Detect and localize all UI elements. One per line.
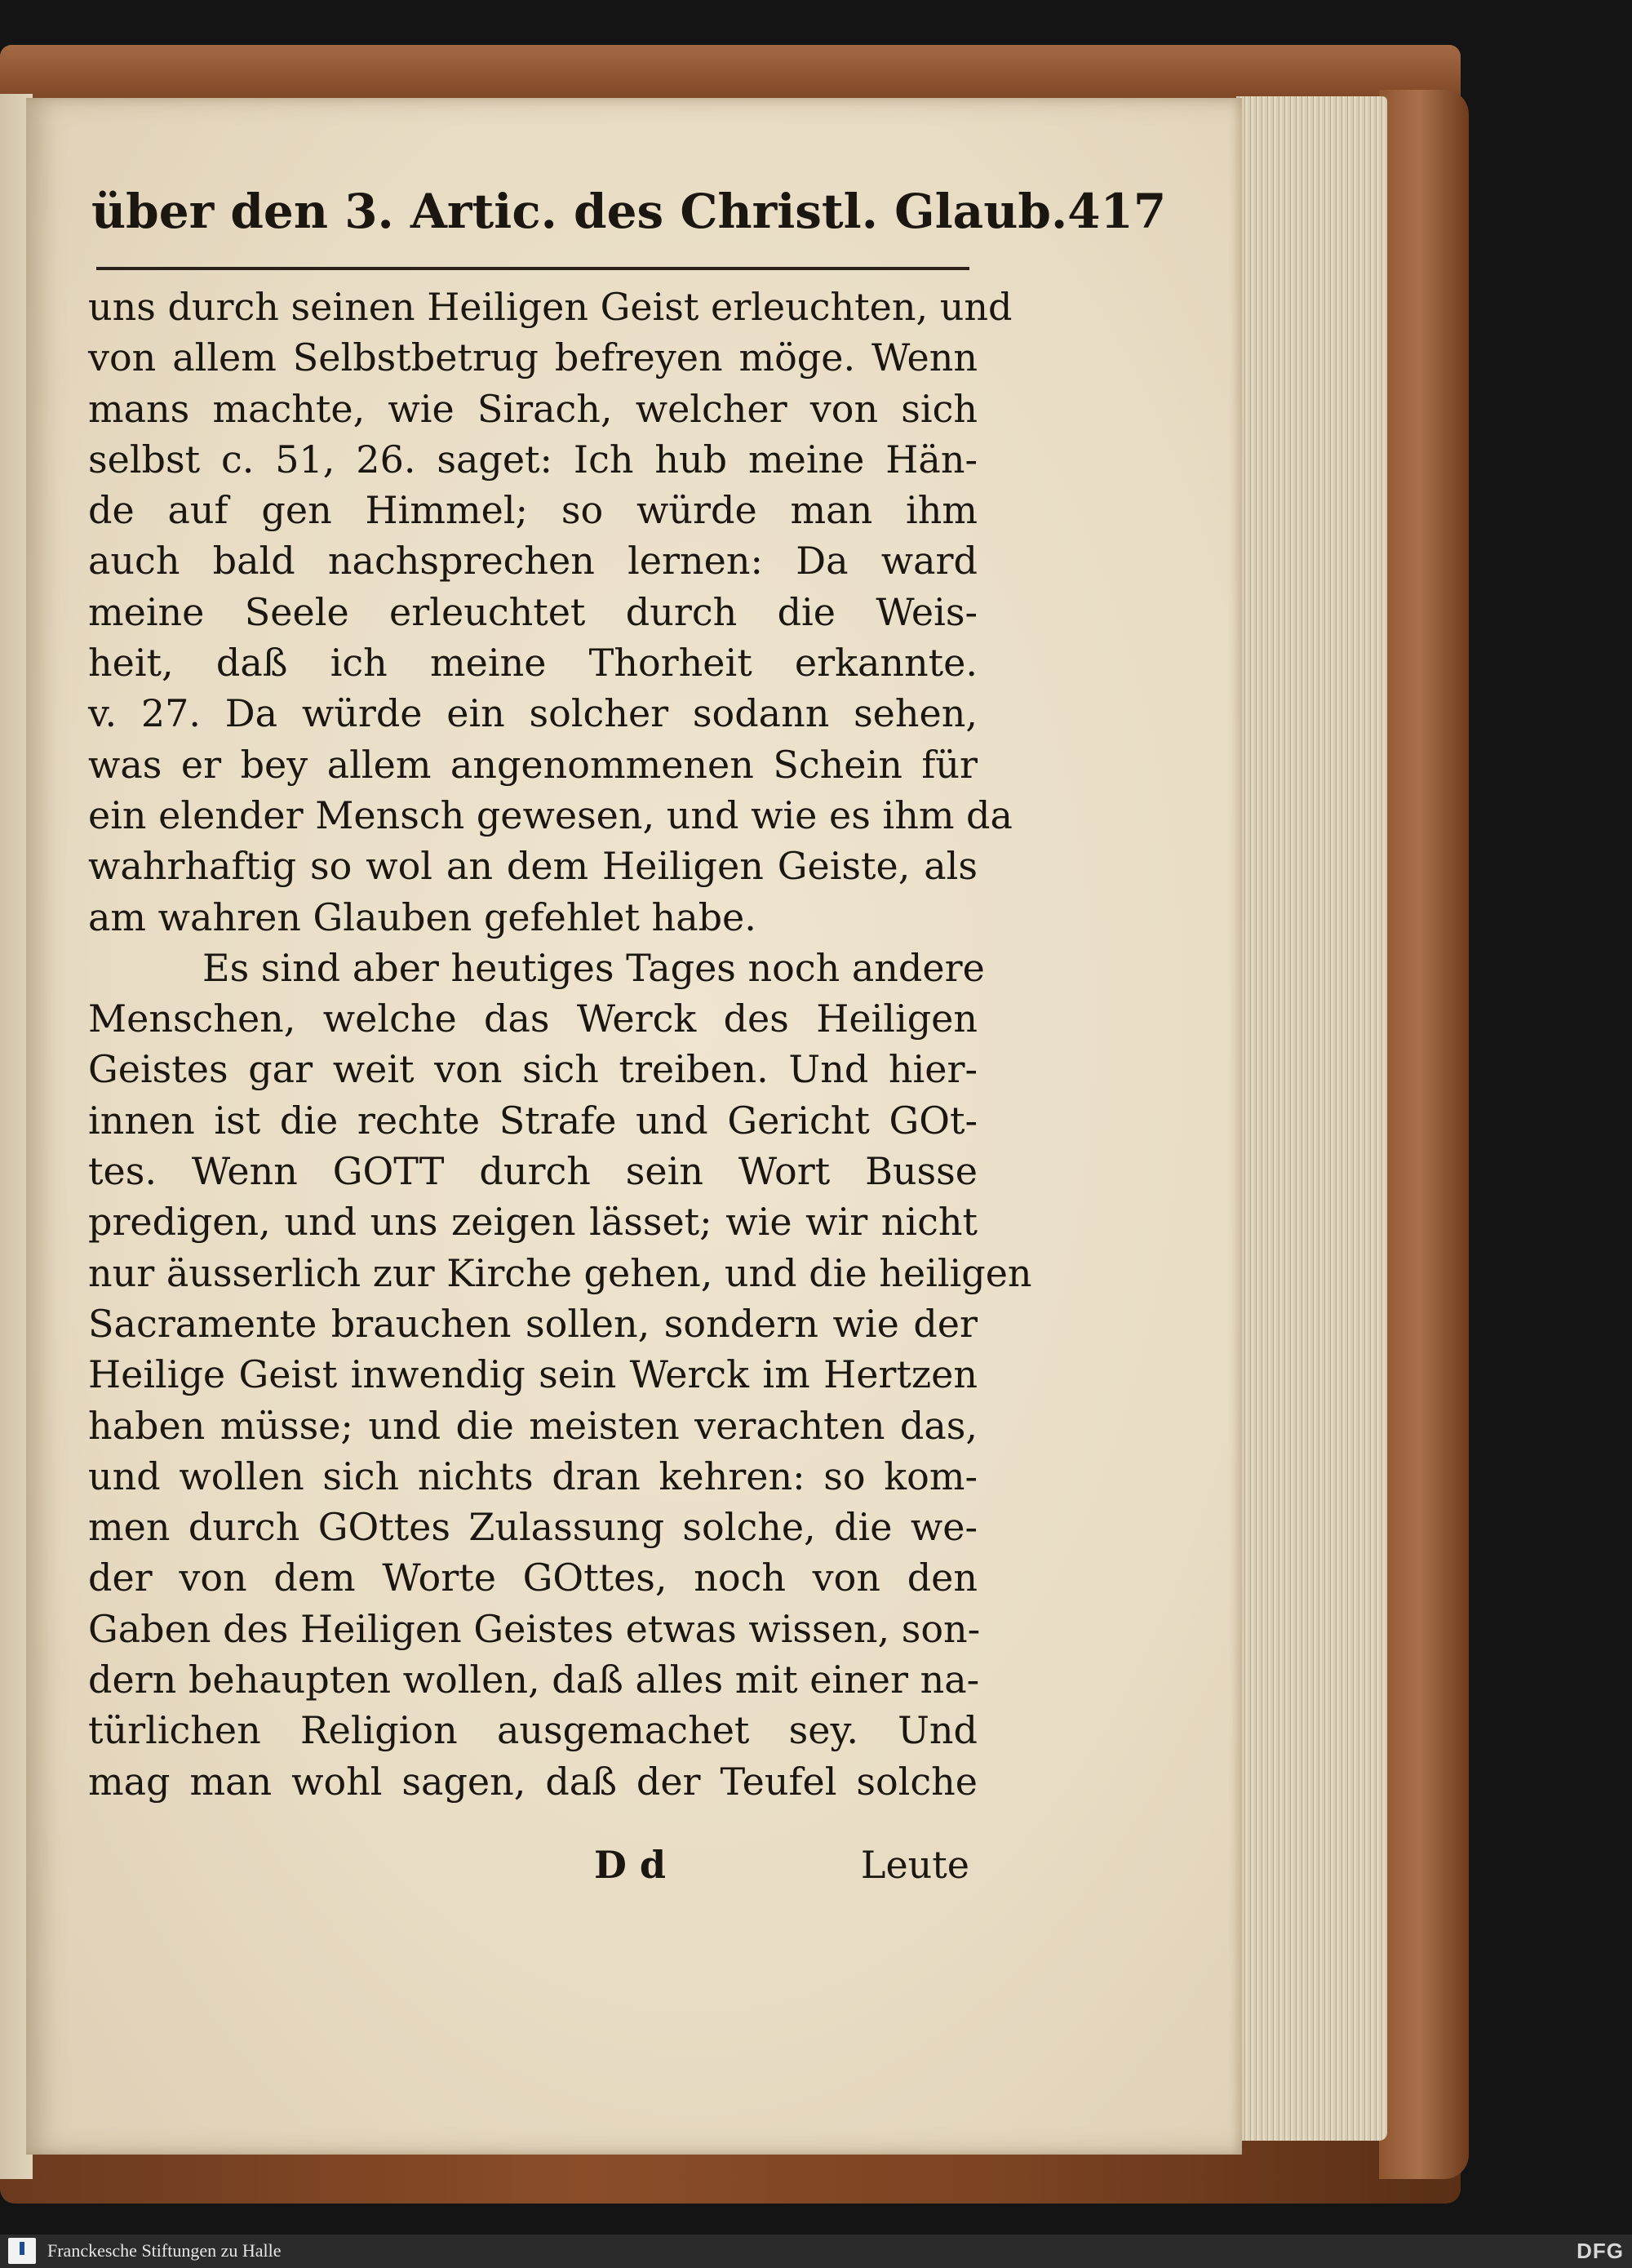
dfg-label: DFG <box>1577 2239 1624 2263</box>
text-line: innen ist die rechte Strafe und Gericht GOt- <box>88 1098 978 1143</box>
text-line: und wollen sich nichts dran kehren: so kom- <box>88 1454 978 1498</box>
page-block-edges <box>1236 96 1387 2141</box>
text-line: selbst c. 51, 26. saget: Ich hub meine Hän- <box>88 437 978 482</box>
signature-mark: D d <box>594 1843 667 1887</box>
running-header <box>91 184 1167 265</box>
text-line: Gaben des Heiligen Geistes etwas wissen, son- <box>88 1606 981 1651</box>
viewer-footer <box>0 2235 1632 2268</box>
text-line: am wahren Glauben gefehlet habe. <box>88 894 756 939</box>
franckesche-stiftungen-logo-icon <box>8 2238 36 2264</box>
catchword-row <box>88 1843 969 1900</box>
text-line: heit, daß ich meine Thorheit erkannte. <box>88 641 978 686</box>
text-line: uns durch seinen Heiligen Geist erleuchten, und <box>88 285 1013 329</box>
text-line: meine Seele erleuchtet durch die Weis- <box>88 589 978 634</box>
text-line: was er bey allem angenommenen Schein für <box>88 742 978 787</box>
body-text <box>88 282 1032 1807</box>
text-line: von allem Selbstbetrug befreyen möge. Wenn <box>88 335 978 380</box>
text-line: mans machte, wie Sirach, welcher von sich <box>88 386 978 431</box>
catchword: Leute <box>860 1843 969 1887</box>
logo-mark <box>20 2242 24 2255</box>
text-line: dern behaupten wollen, daß alles mit einer na- <box>88 1658 980 1702</box>
institution-name: Franckesche Stiftungen zu Halle <box>47 2240 282 2261</box>
text-line: predigen, und uns zeigen lässet; wie wir nicht <box>88 1200 978 1245</box>
text-line: v. 27. Da würde ein solcher sodann sehen, <box>88 691 978 736</box>
page-number: 417 <box>1067 184 1167 239</box>
text-line: Geistes gar weit von sich treiben. Und hier- <box>88 1047 978 1092</box>
text-line: haben müsse; und die meisten verachten das, <box>88 1403 978 1448</box>
text-line: de auf gen Himmel; so würde man ihm <box>88 488 978 533</box>
text-line: wahrhaftig so wol an dem Heiligen Geiste, als <box>88 844 978 889</box>
book-cover-top-edge <box>0 45 1461 102</box>
text-line: nur äusserlich zur Kirche gehen, und die heiligen <box>88 1250 1032 1295</box>
text-line: auch bald nachsprechen lernen: Da ward <box>88 539 978 584</box>
text-line: Sacramente brauchen sollen, sondern wie der <box>88 1301 978 1346</box>
text-line: tes. Wenn GOTT durch sein Wort Busse <box>88 1149 978 1194</box>
paragraph-first-line: Es sind aber heutiges Tages noch andere <box>202 945 985 990</box>
book-spine <box>1379 90 1469 2179</box>
header-rule <box>96 267 969 270</box>
text-line: Menschen, welche das Werck des Heiligen <box>88 996 978 1041</box>
text-line: Heilige Geist inwendig sein Werck im Hertzen <box>88 1352 978 1397</box>
text-line: türlichen Religion ausgemachet sey. Und <box>88 1708 978 1753</box>
text-line: ein elender Mensch gewesen, und wie es ihm da <box>88 792 1013 837</box>
text-line: der von dem Worte GOttes, noch von den <box>88 1556 978 1600</box>
text-line: mag man wohl sagen, daß der Teufel solche <box>88 1759 978 1804</box>
text-line: men durch GOttes Zulassung solche, die we- <box>88 1505 978 1550</box>
running-title: über den 3. Artic. des Christl. Glaub. <box>91 184 1068 239</box>
